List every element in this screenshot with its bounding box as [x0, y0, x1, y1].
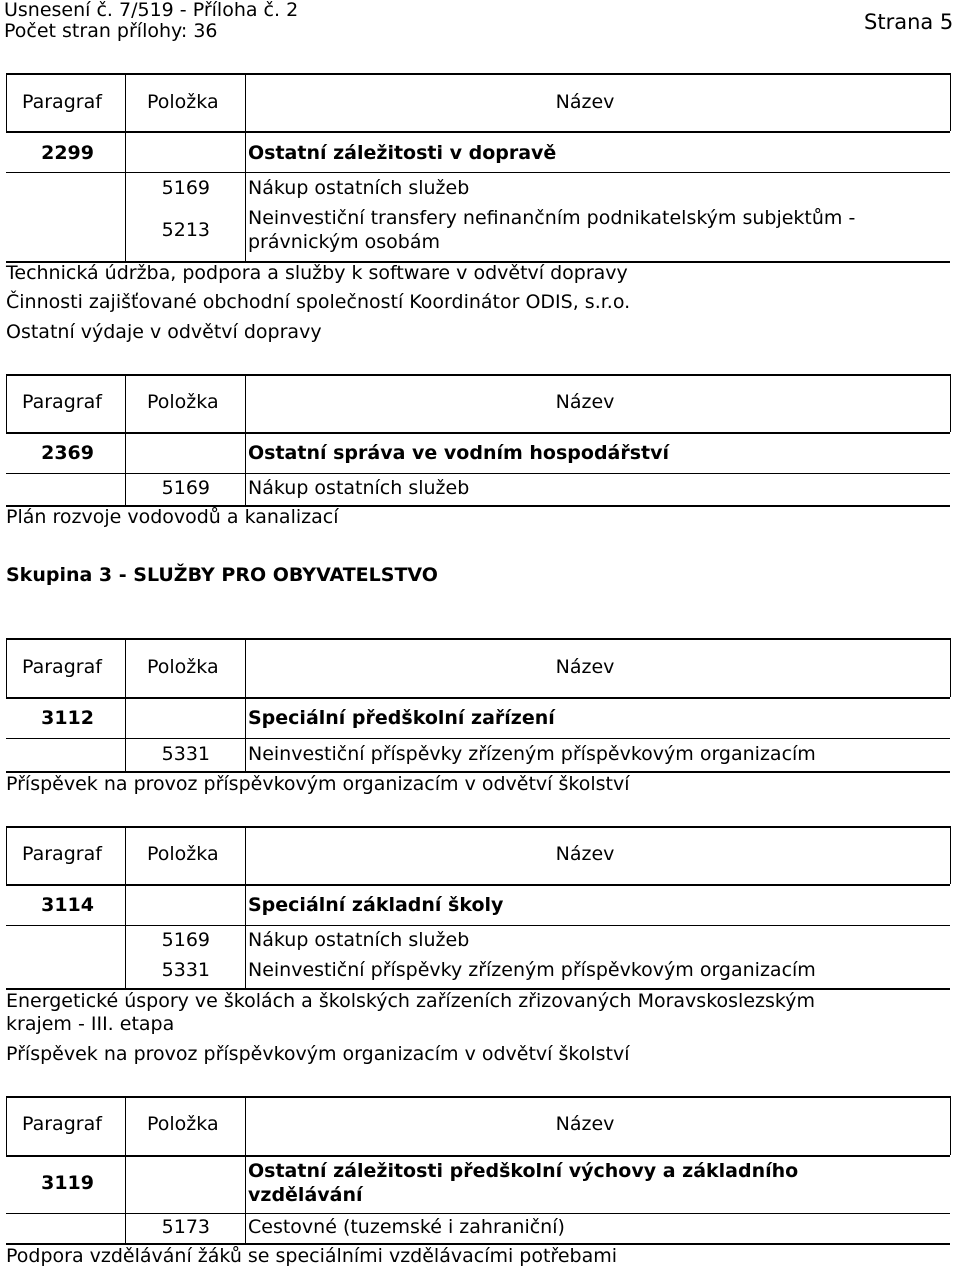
- item-name: Neinvestiční příspěvky zřízeným příspěvkovým organizacím: [248, 959, 816, 981]
- col-paragraf-header: Paragraf: [22, 91, 102, 113]
- page-number: Strana 5: [864, 10, 954, 34]
- item-code: 5169: [161, 477, 210, 499]
- col-paragraf-header: Paragraf: [22, 391, 102, 413]
- col-nazev-header: Název: [555, 91, 615, 113]
- col-nazev-header: Název: [555, 656, 615, 678]
- paragraf-code: 3112: [41, 707, 94, 729]
- item-name: Nákup ostatních služeb: [248, 929, 470, 951]
- item-name: Cestovné (tuzemské i zahraniční): [248, 1216, 565, 1238]
- item-name: Nákup ostatních služeb: [248, 477, 470, 499]
- col-paragraf-header: Paragraf: [22, 843, 102, 865]
- paragraf-title: Ostatní záležitosti předškolní výchovy a základního: [248, 1160, 799, 1182]
- note: Plán rozvoje vodovodů a kanalizací: [6, 506, 339, 528]
- note: Činnosti zajišťované obchodní společností Koordinátor ODIS, s.r.o.: [6, 291, 631, 313]
- paragraf-title: Ostatní záležitosti v dopravě: [248, 142, 557, 164]
- col-polozka-header: Položka: [147, 843, 219, 865]
- paragraf-title: Speciální základní školy: [248, 894, 504, 916]
- col-nazev-header: Název: [555, 843, 615, 865]
- col-polozka-header: Položka: [147, 1113, 219, 1135]
- item-code: 5169: [161, 177, 210, 199]
- item-code: 5331: [161, 959, 210, 981]
- paragraf-code: 3114: [41, 894, 94, 916]
- note: Energetické úspory ve školách a školských zařízeních zřizovaných Moravskoslezským: [6, 990, 815, 1012]
- col-polozka-header: Položka: [147, 656, 219, 678]
- note: Příspěvek na provoz příspěvkovým organizacím v odvětví školství: [6, 773, 630, 795]
- col-paragraf-header: Paragraf: [22, 1113, 102, 1135]
- item-code: 5173: [161, 1216, 210, 1238]
- item-name: Nákup ostatních služeb: [248, 177, 470, 199]
- col-polozka-header: Položka: [147, 391, 219, 413]
- paragraf-code: 3119: [41, 1172, 94, 1194]
- paragraf-code: 2299: [41, 142, 94, 164]
- paragraf-title: Ostatní správa ve vodním hospodářství: [248, 442, 670, 464]
- group-heading: Skupina 3 - SLUŽBY PRO OBYVATELSTVO: [6, 564, 438, 586]
- page-count-label: Počet stran přílohy: 36: [4, 20, 218, 42]
- item-name: Neinvestiční transfery nefinančním podnikatelským subjektům -: [248, 207, 856, 229]
- note: Podpora vzdělávání žáků se speciálními vzdělávacími potřebami: [6, 1245, 618, 1267]
- item-name: Neinvestiční příspěvky zřízeným příspěvkovým organizacím: [248, 743, 816, 765]
- col-nazev-header: Název: [555, 391, 615, 413]
- col-polozka-header: Položka: [147, 91, 219, 113]
- paragraf-title: Speciální předškolní zařízení: [248, 707, 555, 729]
- note: Ostatní výdaje v odvětví dopravy: [6, 321, 322, 343]
- note: Technická údržba, podpora a služby k software v odvětví dopravy: [6, 262, 628, 284]
- col-paragraf-header: Paragraf: [22, 656, 102, 678]
- item-code: 5331: [161, 743, 210, 765]
- item-code: 5213: [161, 219, 210, 241]
- paragraf-title-cont: vzdělávání: [248, 1184, 363, 1206]
- item-code: 5169: [161, 929, 210, 951]
- paragraf-code: 2369: [41, 442, 94, 464]
- note-cont: krajem - III. etapa: [6, 1013, 175, 1035]
- resolution-label: Usnesení č. 7/519 - Příloha č. 2: [4, 0, 299, 21]
- item-name-cont: právnickým osobám: [248, 231, 441, 253]
- col-nazev-header: Název: [555, 1113, 615, 1135]
- note: Příspěvek na provoz příspěvkovým organizacím v odvětví školství: [6, 1043, 630, 1065]
